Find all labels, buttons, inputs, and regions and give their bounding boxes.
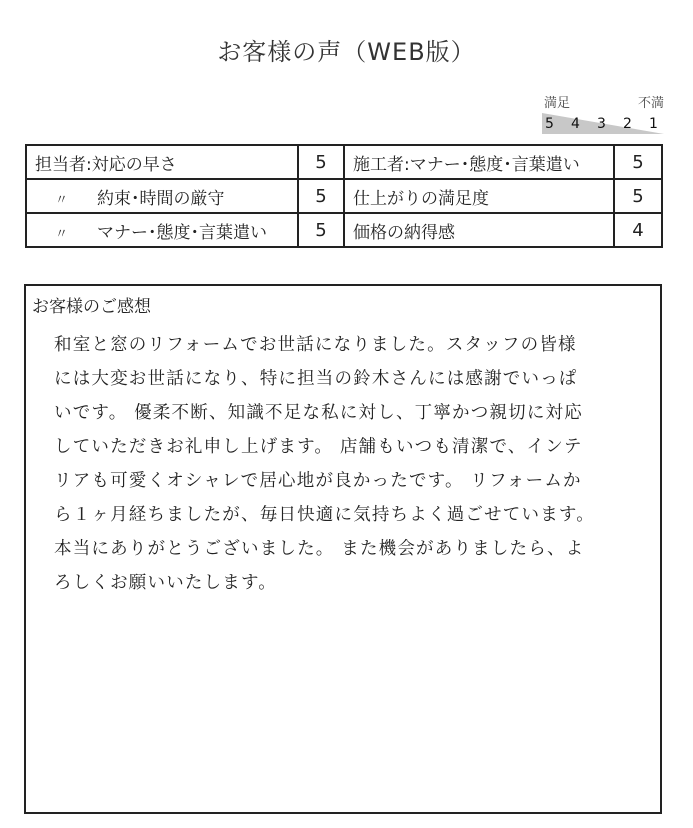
legend-dissatisfied-label: 不満	[637, 96, 664, 111]
rating-score: 5	[614, 145, 662, 179]
scale-5: 5	[545, 116, 554, 132]
comment-line: には大変お世話になり、特に担当の鈴木さんには感謝でいっぱ	[54, 369, 578, 389]
comment-line: ろしくお願いいたします。	[54, 573, 277, 593]
comment-line: リアも可愛くオシャレで居心地が良かったです。 リフォームか	[54, 471, 582, 491]
ratings-table	[25, 144, 663, 248]
rating-scale-numbers	[542, 116, 664, 134]
rating-score: 5	[298, 179, 344, 213]
comment-line: ら１ヶ月経ちましたが、毎日快適に気持ちよく過ごせています。	[54, 505, 595, 525]
comment-heading: お客様のご感想	[32, 297, 151, 317]
rating-score: 5	[298, 213, 344, 247]
rating-score: 5	[298, 145, 344, 179]
comment-line: 本当にありがとうございました。 また機会がありましたら、よ	[54, 539, 585, 559]
rating-label: 〃 約束･時間の厳守	[26, 179, 298, 213]
comment-line: いです。 優柔不断、知識不足な私に対し、丁寧かつ親切に対応	[54, 403, 583, 423]
rating-legend-labels	[544, 92, 664, 111]
rating-score: 4	[614, 213, 662, 247]
scale-3: 3	[597, 116, 606, 132]
comment-body	[54, 328, 634, 600]
page-title: お客様の声（WEB版）	[217, 38, 476, 66]
rating-label: 仕上がりの満足度	[344, 179, 614, 213]
rating-label: 価格の納得感	[344, 213, 614, 247]
ditto-mark: 〃	[55, 226, 69, 242]
customer-comment-box	[24, 284, 662, 814]
table-row	[26, 145, 662, 179]
table-row	[26, 179, 662, 213]
rating-score: 5	[614, 179, 662, 213]
rating-label: 施工者:マナー･態度･言葉遣い	[344, 145, 614, 179]
table-row	[26, 213, 662, 247]
scale-4: 4	[571, 116, 580, 132]
comment-line: していただきお礼申し上げます。 店舗もいつも清潔で、インテ	[54, 437, 583, 457]
rating-label: 〃 マナー･態度･言葉遣い	[26, 213, 298, 247]
legend-satisfied-label: 満足	[544, 96, 571, 111]
scale-1: 1	[649, 116, 658, 132]
comment-line: 和室と窓のリフォームでお世話になりました。スタッフの皆様	[54, 335, 577, 355]
ditto-mark: 〃	[55, 192, 69, 208]
scale-2: 2	[623, 116, 632, 132]
rating-label: 担当者:対応の早さ	[26, 145, 298, 179]
